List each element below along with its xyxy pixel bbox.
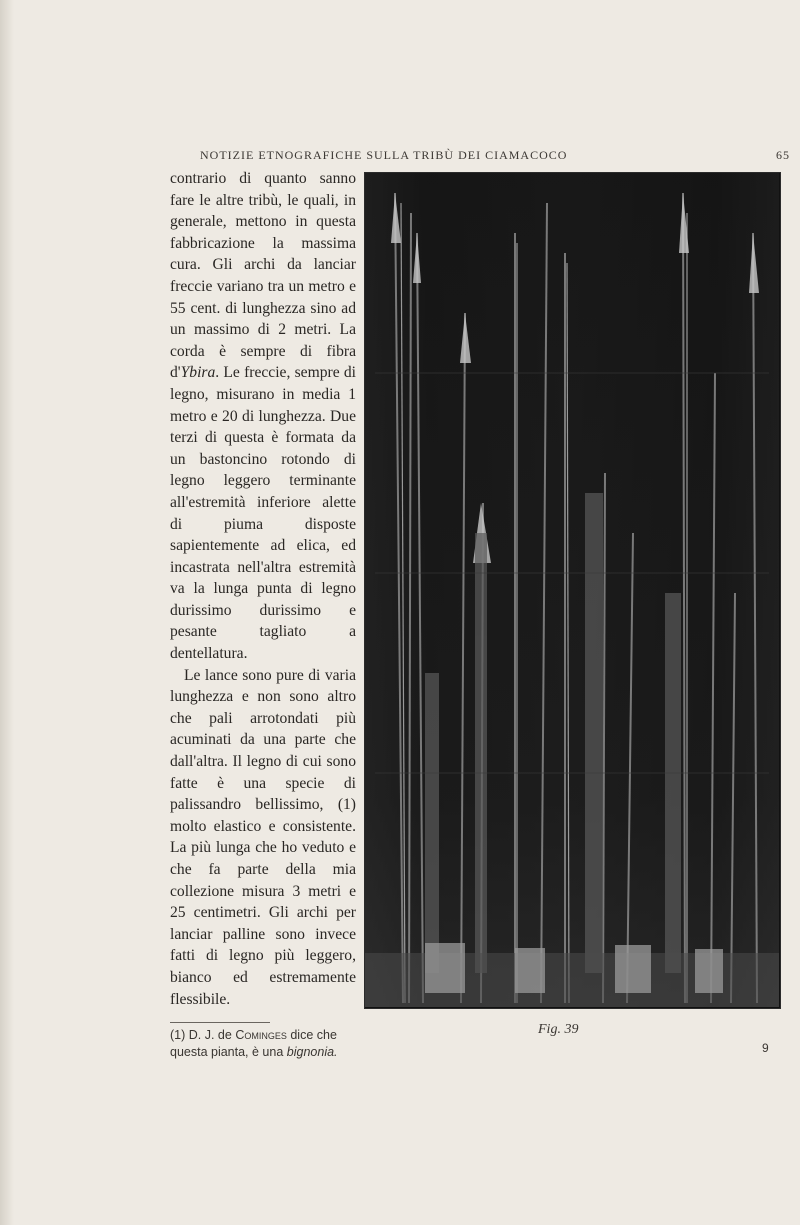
footnote-author-initials: D. J. de [188,1028,232,1042]
page-number: 65 [776,148,790,162]
footnote-italic-term: bignonia. [286,1044,338,1059]
main-text [170,168,356,1010]
figure-photo-weapons [364,172,781,1009]
footnote-marker: (1) [170,1028,186,1042]
footnote [170,1027,370,1060]
figure-caption: Fig. 39 [538,1022,579,1037]
paragraph-bows-arrows-part-b: . Le freccie, sempre di legno, misurano in media 1 metro e 20 di lunghezza. Due terzi di questa è formata da un bastoncino rotondo di legno leggero terminante all'estremità inferiore alette di piuma disposte sapientemente ad elica, ed incastrata nell'altra estremità va la lunga punta di legno durissimo durissimo e pesante tagliato a dentellatura. [170,364,356,663]
paragraph-bows-arrows [170,168,356,665]
footnote-text: dice che questa pianta, è una [170,1028,337,1059]
footnote-rule [170,1022,270,1023]
signature-mark: 9 [762,1041,769,1055]
paragraph-lances: Le lance sono pure di varia lunghezza e non sono altro che pali arrotondati più acuminati da una parte che dall'altra. Il legno di cui sono fatte è una specie di palissandro bellissimo, (1) molto elastico e consistente. La più lunga che ho veduto e che fa parte della mia collezione misura 3 metri e 25 centimetri. Gli archi per lanciar palline sono invece fatti di legno più leggero, bianco ed estremamente flessibile. [170,666,356,1008]
running-title: NOTIZIE ETNOGRAFICHE SULLA TRIBÙ DEI CIAMACOCO [200,148,568,162]
spears-and-bows-illustration [365,173,779,1007]
running-header [0,148,800,168]
paragraph-bows-arrows-part-a: contrario di quanto sanno fare le altre tribù, le quali, in generale, mettono in questa fabbricazione la massima cura. Gli archi da lanciar freccie variano tra un metro e 55 cent. di lunghezza sino ad un massimo di 2 metri. La corda è sempre di fibra d' [170,170,356,382]
footnote-author-name: Cominges [235,1028,287,1042]
ybira-term: Ybira [180,364,216,382]
page-binding-edge [0,0,14,1225]
